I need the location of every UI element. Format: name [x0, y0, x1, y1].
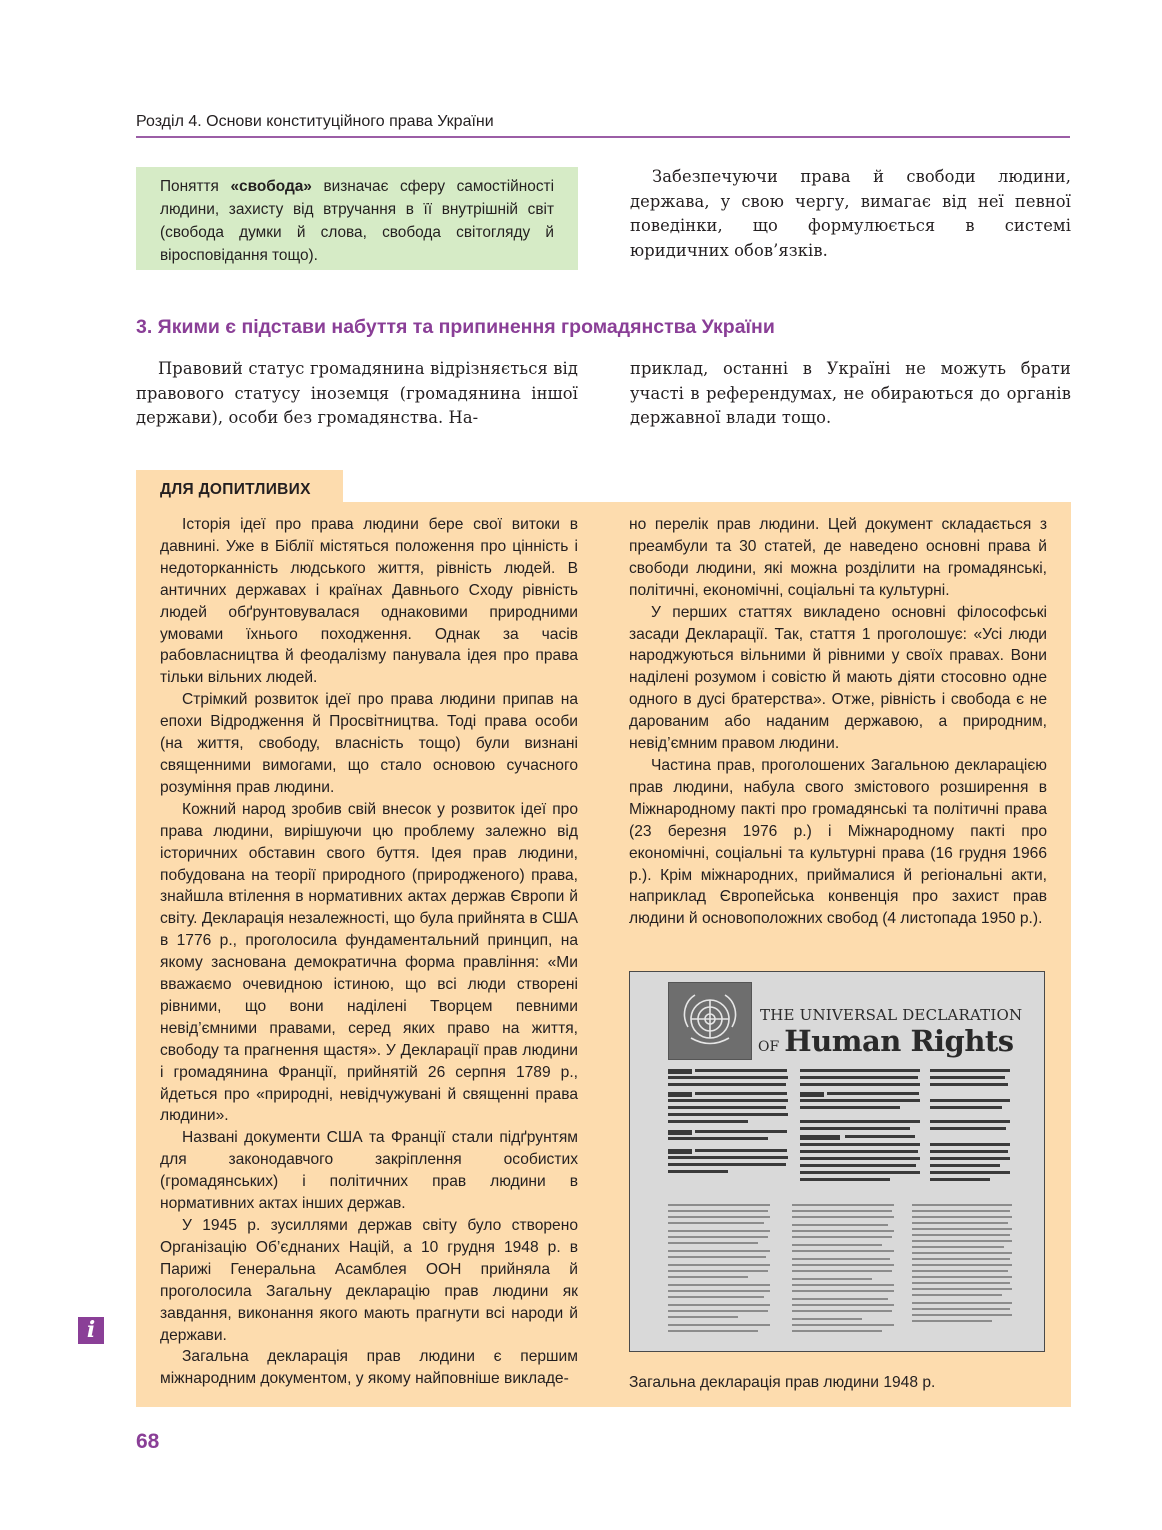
curious-paragraph: Названі документи США та Франції стали підґрунтям для законодавчого закріплення особистих (громадянських) і політичних прав людини в нормативних актах інших держав.	[160, 1129, 578, 1213]
section-paragraph: Правовий статус громадянина відрізняється від правового статусу іноземця (громадянина іншої держави), особи без громадянства. На-	[136, 359, 578, 428]
curious-paragraph: Історія ідеї про права людини бере свої витоки в давнині. Уже в Біблії містяться положення про цінність і недоторканність людського життя, рівність людей. В античних державах і країнах Давнього Сходу рівність людей обґрунтовувалася однаковими природними умовами їхнього походження. Однак за часів рабовласництва й феодалізму панувала ідея про права тільки вільних людей.	[160, 516, 578, 687]
udhr-poster-image	[629, 971, 1045, 1352]
curious-paragraph: Стрімкий розвиток ідеї про права людини припав на епохи Відродження й Просвітництва. Тоді права особи (на життя, свободу, власність тощо) були визнані священними вимогами, що стало основою сучасного розуміння прав людини.	[160, 691, 578, 796]
curious-paragraph: У 1945 р. зусиллями держав світу було створено Організацію Об’єднаних Націй, а 10 грудня 1948 р. в Парижі Генеральна Асамблея ООН прийняла й проголосила Загальну декларацію прав людини як завдання, виконання якого мають прагнути всі народи й держави.	[160, 1217, 578, 1344]
info-icon: i	[78, 1317, 104, 1344]
running-header: Розділ 4. Основи конституційного права України	[136, 110, 1070, 138]
curious-paragraph: Частина прав, проголошених Загальною декларацією прав людини, набула свого змістового розширення в Міжнародному пакті про громадянські та політичні права (23 березня 1976 р.) і Міжнародному пакті про економічні, соціальні та культурні права (16 грудня 1966 р.). Крім міжнародних, приймалися й регіональні акти, наприклад Європейська конвенція про захист прав людини й основоположних свобод (4 листопада 1950 р.).	[629, 756, 1047, 928]
curious-paragraph: Загальна декларація прав людини є першим міжнародним документом, у якому найповніше викладе-	[160, 1348, 578, 1388]
definition-term: «свобода»	[230, 178, 312, 195]
udhr-text-body	[630, 972, 1045, 1352]
curious-paragraph: Кожний народ зробив свій внесок у розвиток ідеї про права людини, вирішуючи цю проблему залежно від історичних обставин свого буття. Ідея прав людини, побудована на теорії природного (природженого) права, знайшла втілення в нормативних актах держав Європи й світу. Декларація незалежності, що була прийнята в США в 1776 р., проголосила фундаментальний принцип, на якому заснована демократична форма правління: «Ми вважаємо очевидною істиною, що всі люди створені рівними, що вони наділені Творцем певними невід’ємними правами, серед яких право на життя, свободу та прагнення щастя». У Декларації прав людини і громадянина Франції, прийнятій 26 серпня 1789 р., йдеться про «природні, невідчужувані й священні права людини».	[160, 800, 578, 1125]
udhr-title-of: OF	[758, 1039, 780, 1055]
intro-text: Забезпечуючи права й свободи людини, держава, у свою чергу, вимагає від неї певної поведінки, що формулюється в системі юридичних обов’язків.	[630, 167, 1071, 261]
udhr-title-line1: THE UNIVERSAL DECLARATION	[760, 1006, 1023, 1024]
curious-column-left	[160, 514, 578, 1390]
curious-label: ДЛЯ ДОПИТЛИВИХ	[136, 470, 343, 503]
page-number: 68	[136, 1430, 160, 1453]
section-column-right	[630, 357, 1071, 431]
definition-text-before: Поняття	[160, 178, 231, 195]
curious-tab-gap	[343, 470, 1071, 502]
curious-paragraph: но перелік прав людини. Цей документ складається з преамбули та 30 статей, де наведено основні права й свободи людини, які можна розділити на громадянські, політичні, економічні, соціальні та культурні.	[629, 516, 1047, 599]
curious-column-right	[629, 514, 1047, 930]
definition-text-after: визначає сферу самостійності людини, захисту від втручання в її внутрішній світ (свобода думки й слова, свобода світогляду й віросповідання тощо).	[160, 178, 554, 264]
curious-paragraph: У перших статтях викладено основні філософські засади Декларації. Так, стаття 1 проголошує: «Усі люди народжуються вільними й рівними у своїх правах. Вони наділені розумом і совістю й мають діяти стосовно одне одного в дусі братерства». Отже, рівність і свобода є не дарованим або наданим державою, а природним, невід’ємним правом людини.	[629, 603, 1047, 753]
section-column-left	[136, 357, 578, 431]
image-caption: Загальна декларація прав людини 1948 р.	[629, 1374, 936, 1391]
section-heading: 3. Якими є підстави набуття та припинення громадянства України	[136, 316, 775, 338]
udhr-title-main: Human Rights	[784, 1024, 1014, 1058]
intro-paragraph	[630, 165, 1071, 264]
definition-box	[136, 167, 578, 270]
section-paragraph-continued: приклад, останні в Україні не можуть брати участі в референдумах, не обираються до органів державної влади тощо.	[630, 359, 1071, 428]
